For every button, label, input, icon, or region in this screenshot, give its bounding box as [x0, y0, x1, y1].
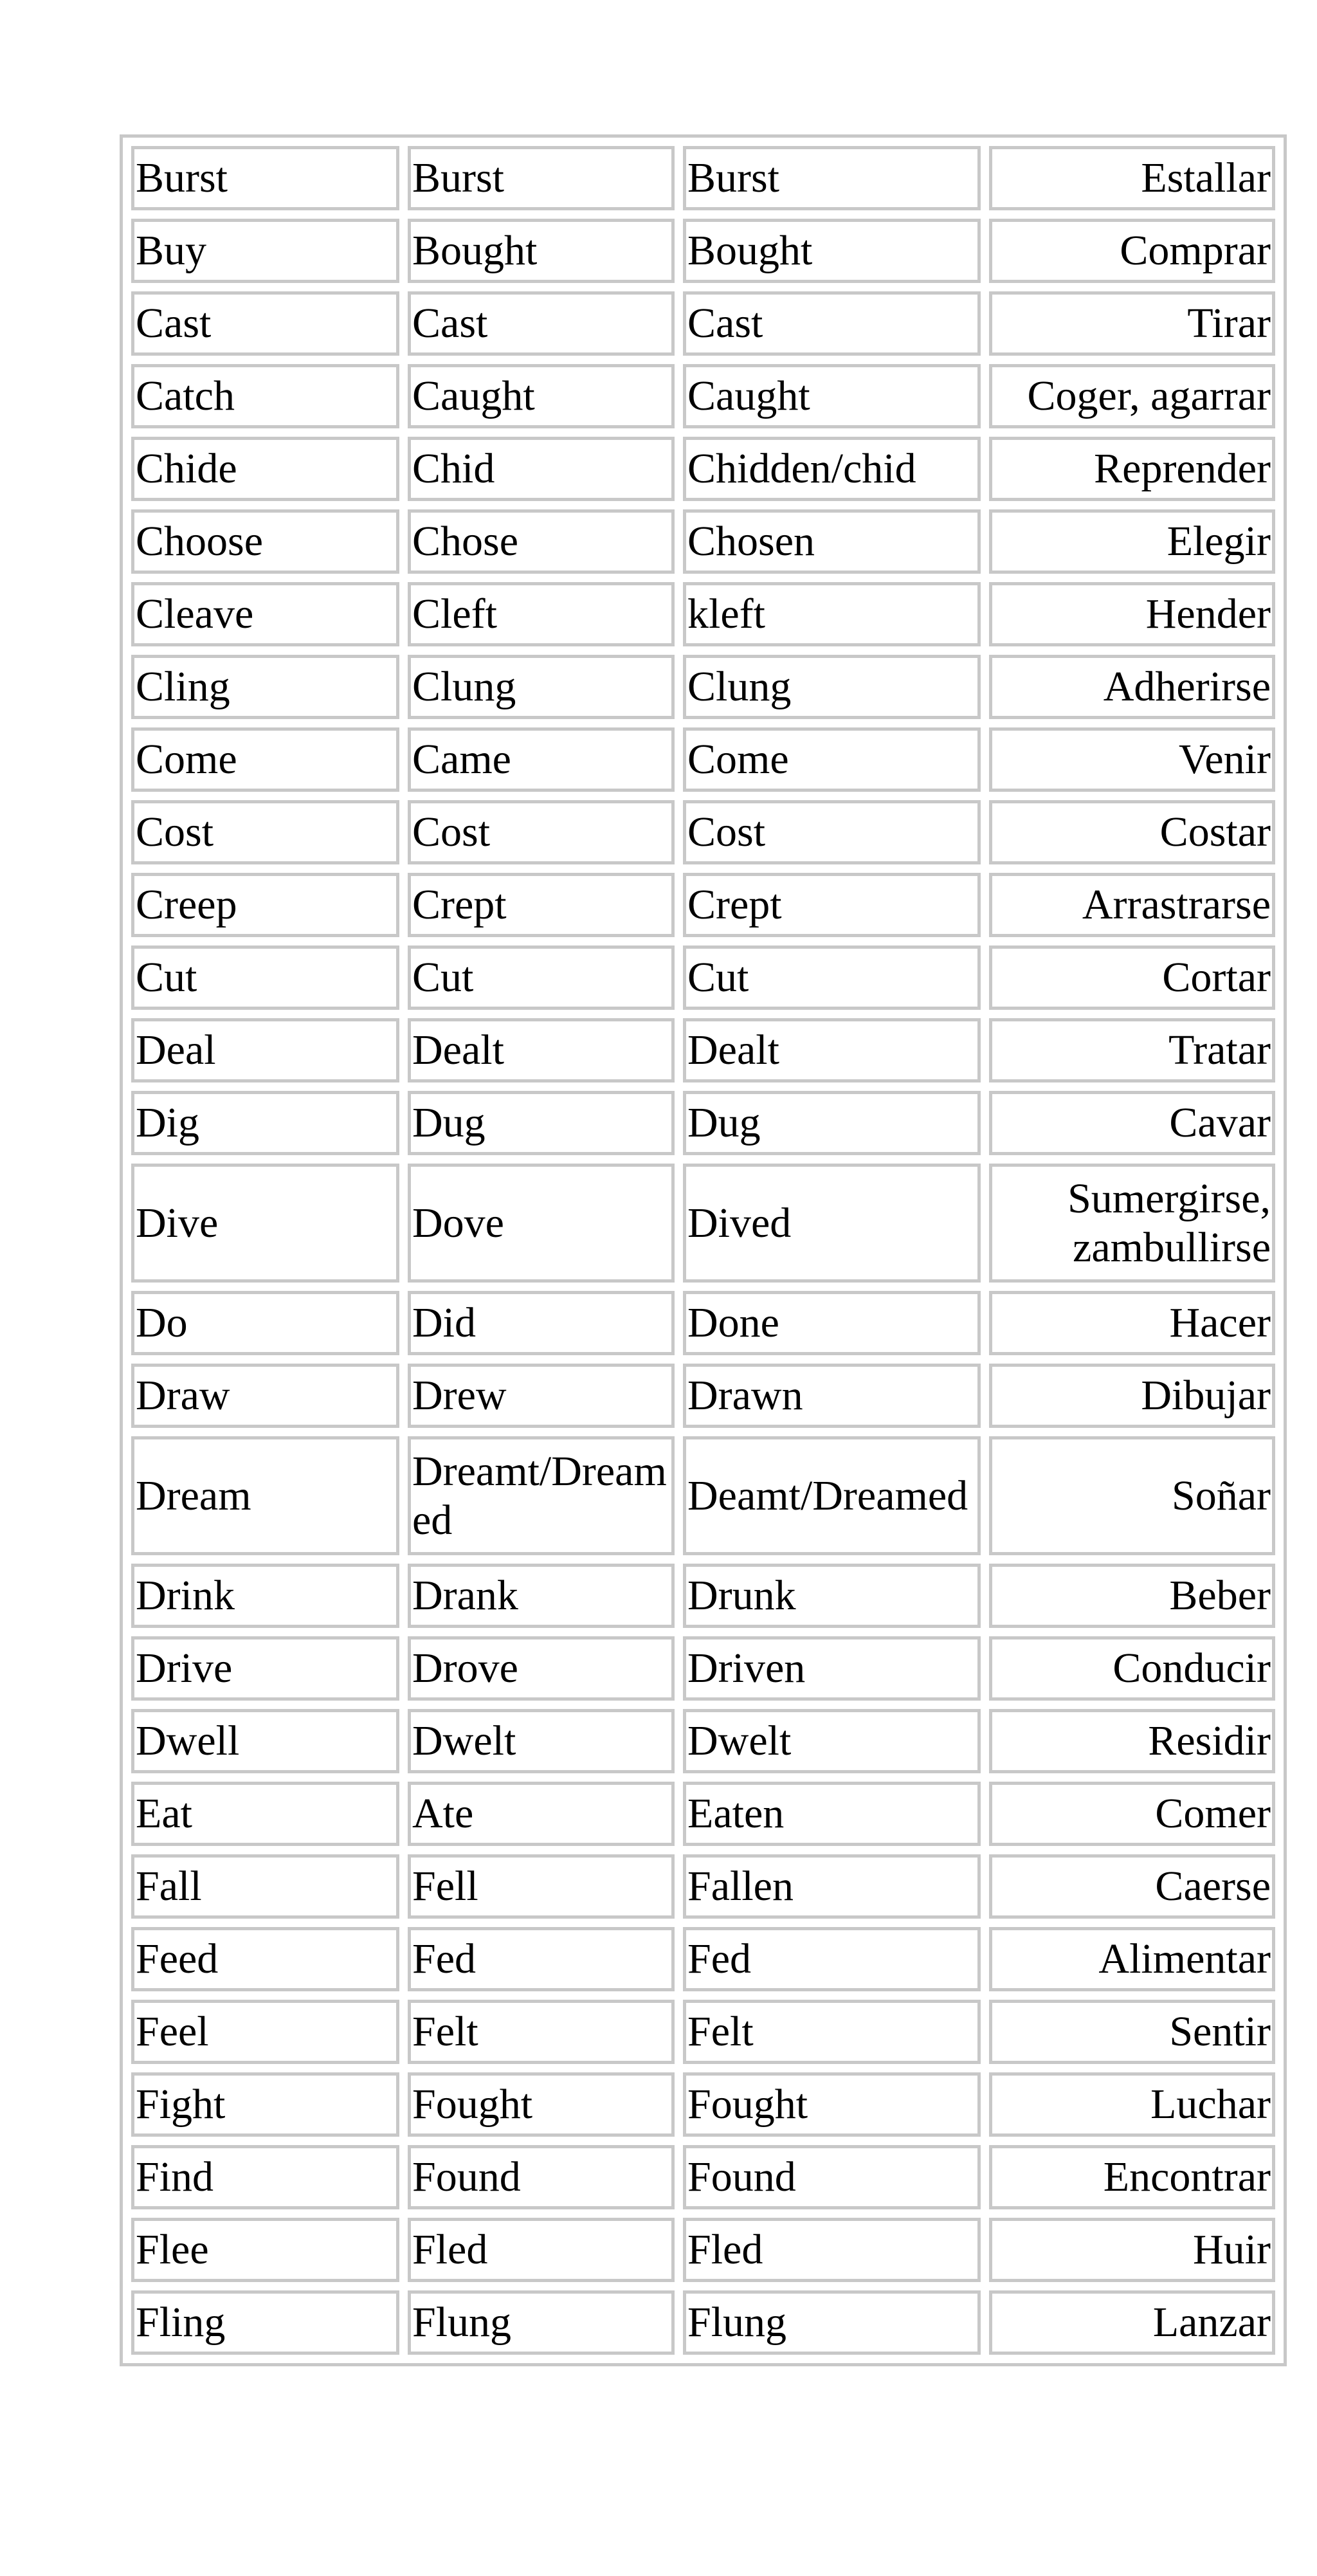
table-row: [131, 1709, 1275, 1773]
translation-cell: Elegir: [989, 509, 1275, 574]
table-row: [131, 437, 1275, 501]
base-form-cell: Dig: [131, 1091, 399, 1155]
translation-cell: Adherirse: [989, 655, 1275, 719]
table-row: [131, 2072, 1275, 2137]
table-row: [131, 2145, 1275, 2209]
past-participle-cell: Cast: [683, 291, 981, 356]
translation-cell: Alimentar: [989, 1927, 1275, 1991]
table-row: [131, 2000, 1275, 2064]
past-participle-cell: Chidden/chid: [683, 437, 981, 501]
table-row: [131, 291, 1275, 356]
base-form-cell: Dream: [131, 1436, 399, 1555]
translation-cell: Residir: [989, 1709, 1275, 1773]
translation-cell: Cavar: [989, 1091, 1275, 1155]
past-simple-cell: Fled: [408, 2218, 675, 2282]
past-participle-cell: Bought: [683, 219, 981, 283]
translation-cell: Coger, agarrar: [989, 364, 1275, 428]
base-form-cell: Burst: [131, 146, 399, 210]
translation-cell: Luchar: [989, 2072, 1275, 2137]
past-participle-cell: Fed: [683, 1927, 981, 1991]
translation-cell: Comer: [989, 1782, 1275, 1846]
past-participle-cell: Dug: [683, 1091, 981, 1155]
base-form-cell: Fall: [131, 1854, 399, 1919]
translation-cell: Beber: [989, 1564, 1275, 1628]
past-simple-cell: Drove: [408, 1636, 675, 1701]
base-form-cell: Find: [131, 2145, 399, 2209]
translation-cell: Huir: [989, 2218, 1275, 2282]
base-form-cell: Dwell: [131, 1709, 399, 1773]
table-row: [131, 364, 1275, 428]
past-simple-cell: Cast: [408, 291, 675, 356]
table-row: [131, 1364, 1275, 1428]
past-participle-cell: Fought: [683, 2072, 981, 2137]
translation-cell: Arrastrarse: [989, 873, 1275, 937]
past-simple-cell: Came: [408, 727, 675, 792]
past-participle-cell: Caught: [683, 364, 981, 428]
past-simple-cell: Felt: [408, 2000, 675, 2064]
base-form-cell: Come: [131, 727, 399, 792]
base-form-cell: Fling: [131, 2290, 399, 2355]
table-row: [131, 945, 1275, 1010]
past-participle-cell: Drawn: [683, 1364, 981, 1428]
past-simple-cell: Drew: [408, 1364, 675, 1428]
translation-cell: Hender: [989, 582, 1275, 646]
past-participle-cell: Fallen: [683, 1854, 981, 1919]
base-form-cell: Do: [131, 1291, 399, 1355]
translation-cell: Venir: [989, 727, 1275, 792]
base-form-cell: Flee: [131, 2218, 399, 2282]
past-participle-cell: Done: [683, 1291, 981, 1355]
translation-cell: Dibujar: [989, 1364, 1275, 1428]
past-participle-cell: Chosen: [683, 509, 981, 574]
base-form-cell: Cast: [131, 291, 399, 356]
past-simple-cell: Clung: [408, 655, 675, 719]
past-participle-cell: Cut: [683, 945, 981, 1010]
past-participle-cell: Burst: [683, 146, 981, 210]
table-body: [131, 146, 1275, 2355]
past-simple-cell: Cut: [408, 945, 675, 1010]
translation-cell: Hacer: [989, 1291, 1275, 1355]
base-form-cell: Cling: [131, 655, 399, 719]
past-simple-cell: Fought: [408, 2072, 675, 2137]
past-simple-cell: Dreamt/Dreamed: [408, 1436, 675, 1555]
past-simple-cell: Bought: [408, 219, 675, 283]
table-row: [131, 582, 1275, 646]
table-row: [131, 800, 1275, 864]
base-form-cell: Chide: [131, 437, 399, 501]
past-participle-cell: Drunk: [683, 1564, 981, 1628]
table-row: [131, 219, 1275, 283]
table-row: [131, 655, 1275, 719]
past-participle-cell: kleft: [683, 582, 981, 646]
past-simple-cell: Flung: [408, 2290, 675, 2355]
past-simple-cell: Chid: [408, 437, 675, 501]
translation-cell: Conducir: [989, 1636, 1275, 1701]
table-row: [131, 873, 1275, 937]
base-form-cell: Cleave: [131, 582, 399, 646]
translation-cell: Sumergirse, zambullirse: [989, 1164, 1275, 1283]
past-simple-cell: Dove: [408, 1164, 675, 1283]
past-participle-cell: Driven: [683, 1636, 981, 1701]
base-form-cell: Feel: [131, 2000, 399, 2064]
translation-cell: Tirar: [989, 291, 1275, 356]
base-form-cell: Deal: [131, 1018, 399, 1082]
base-form-cell: Dive: [131, 1164, 399, 1283]
past-simple-cell: Found: [408, 2145, 675, 2209]
table-row: [131, 1636, 1275, 1701]
base-form-cell: Eat: [131, 1782, 399, 1846]
table-row: [131, 1436, 1275, 1555]
base-form-cell: Cost: [131, 800, 399, 864]
table-row: [131, 1927, 1275, 1991]
base-form-cell: Choose: [131, 509, 399, 574]
past-simple-cell: Fed: [408, 1927, 675, 1991]
table-row: [131, 1091, 1275, 1155]
irregular-verbs-table: [120, 134, 1287, 2366]
past-simple-cell: Crept: [408, 873, 675, 937]
past-participle-cell: Found: [683, 2145, 981, 2209]
translation-cell: Encontrar: [989, 2145, 1275, 2209]
table-row: [131, 1291, 1275, 1355]
past-participle-cell: Eaten: [683, 1782, 981, 1846]
table-row: [131, 727, 1275, 792]
translation-cell: Estallar: [989, 146, 1275, 210]
past-simple-cell: Caught: [408, 364, 675, 428]
base-form-cell: Creep: [131, 873, 399, 937]
translation-cell: Tratar: [989, 1018, 1275, 1082]
table-row: [131, 1018, 1275, 1082]
past-participle-cell: Felt: [683, 2000, 981, 2064]
base-form-cell: Draw: [131, 1364, 399, 1428]
base-form-cell: Drive: [131, 1636, 399, 1701]
past-participle-cell: Fled: [683, 2218, 981, 2282]
table-row: [131, 2290, 1275, 2355]
table-row: [131, 1164, 1275, 1283]
table-row: [131, 146, 1275, 210]
table-row: [131, 509, 1275, 574]
table-row: [131, 1564, 1275, 1628]
translation-cell: Comprar: [989, 219, 1275, 283]
past-simple-cell: Burst: [408, 146, 675, 210]
past-simple-cell: Cleft: [408, 582, 675, 646]
base-form-cell: Fight: [131, 2072, 399, 2137]
table-row: [131, 2218, 1275, 2282]
past-participle-cell: Come: [683, 727, 981, 792]
translation-cell: Lanzar: [989, 2290, 1275, 2355]
past-participle-cell: Dwelt: [683, 1709, 981, 1773]
past-simple-cell: Fell: [408, 1854, 675, 1919]
translation-cell: Costar: [989, 800, 1275, 864]
base-form-cell: Drink: [131, 1564, 399, 1628]
past-participle-cell: Crept: [683, 873, 981, 937]
base-form-cell: Feed: [131, 1927, 399, 1991]
translation-cell: Reprender: [989, 437, 1275, 501]
past-participle-cell: Flung: [683, 2290, 981, 2355]
past-simple-cell: Ate: [408, 1782, 675, 1846]
translation-cell: Caerse: [989, 1854, 1275, 1919]
base-form-cell: Cut: [131, 945, 399, 1010]
past-simple-cell: Cost: [408, 800, 675, 864]
base-form-cell: Catch: [131, 364, 399, 428]
translation-cell: Sentir: [989, 2000, 1275, 2064]
past-simple-cell: Chose: [408, 509, 675, 574]
past-simple-cell: Dealt: [408, 1018, 675, 1082]
past-simple-cell: Did: [408, 1291, 675, 1355]
past-participle-cell: Deamt/Dreamed: [683, 1436, 981, 1555]
table-row: [131, 1854, 1275, 1919]
base-form-cell: Buy: [131, 219, 399, 283]
past-simple-cell: Dwelt: [408, 1709, 675, 1773]
past-participle-cell: Dealt: [683, 1018, 981, 1082]
past-simple-cell: Dug: [408, 1091, 675, 1155]
table-row: [131, 1782, 1275, 1846]
translation-cell: Cortar: [989, 945, 1275, 1010]
past-participle-cell: Clung: [683, 655, 981, 719]
past-participle-cell: Dived: [683, 1164, 981, 1283]
past-simple-cell: Drank: [408, 1564, 675, 1628]
translation-cell: Soñar: [989, 1436, 1275, 1555]
past-participle-cell: Cost: [683, 800, 981, 864]
